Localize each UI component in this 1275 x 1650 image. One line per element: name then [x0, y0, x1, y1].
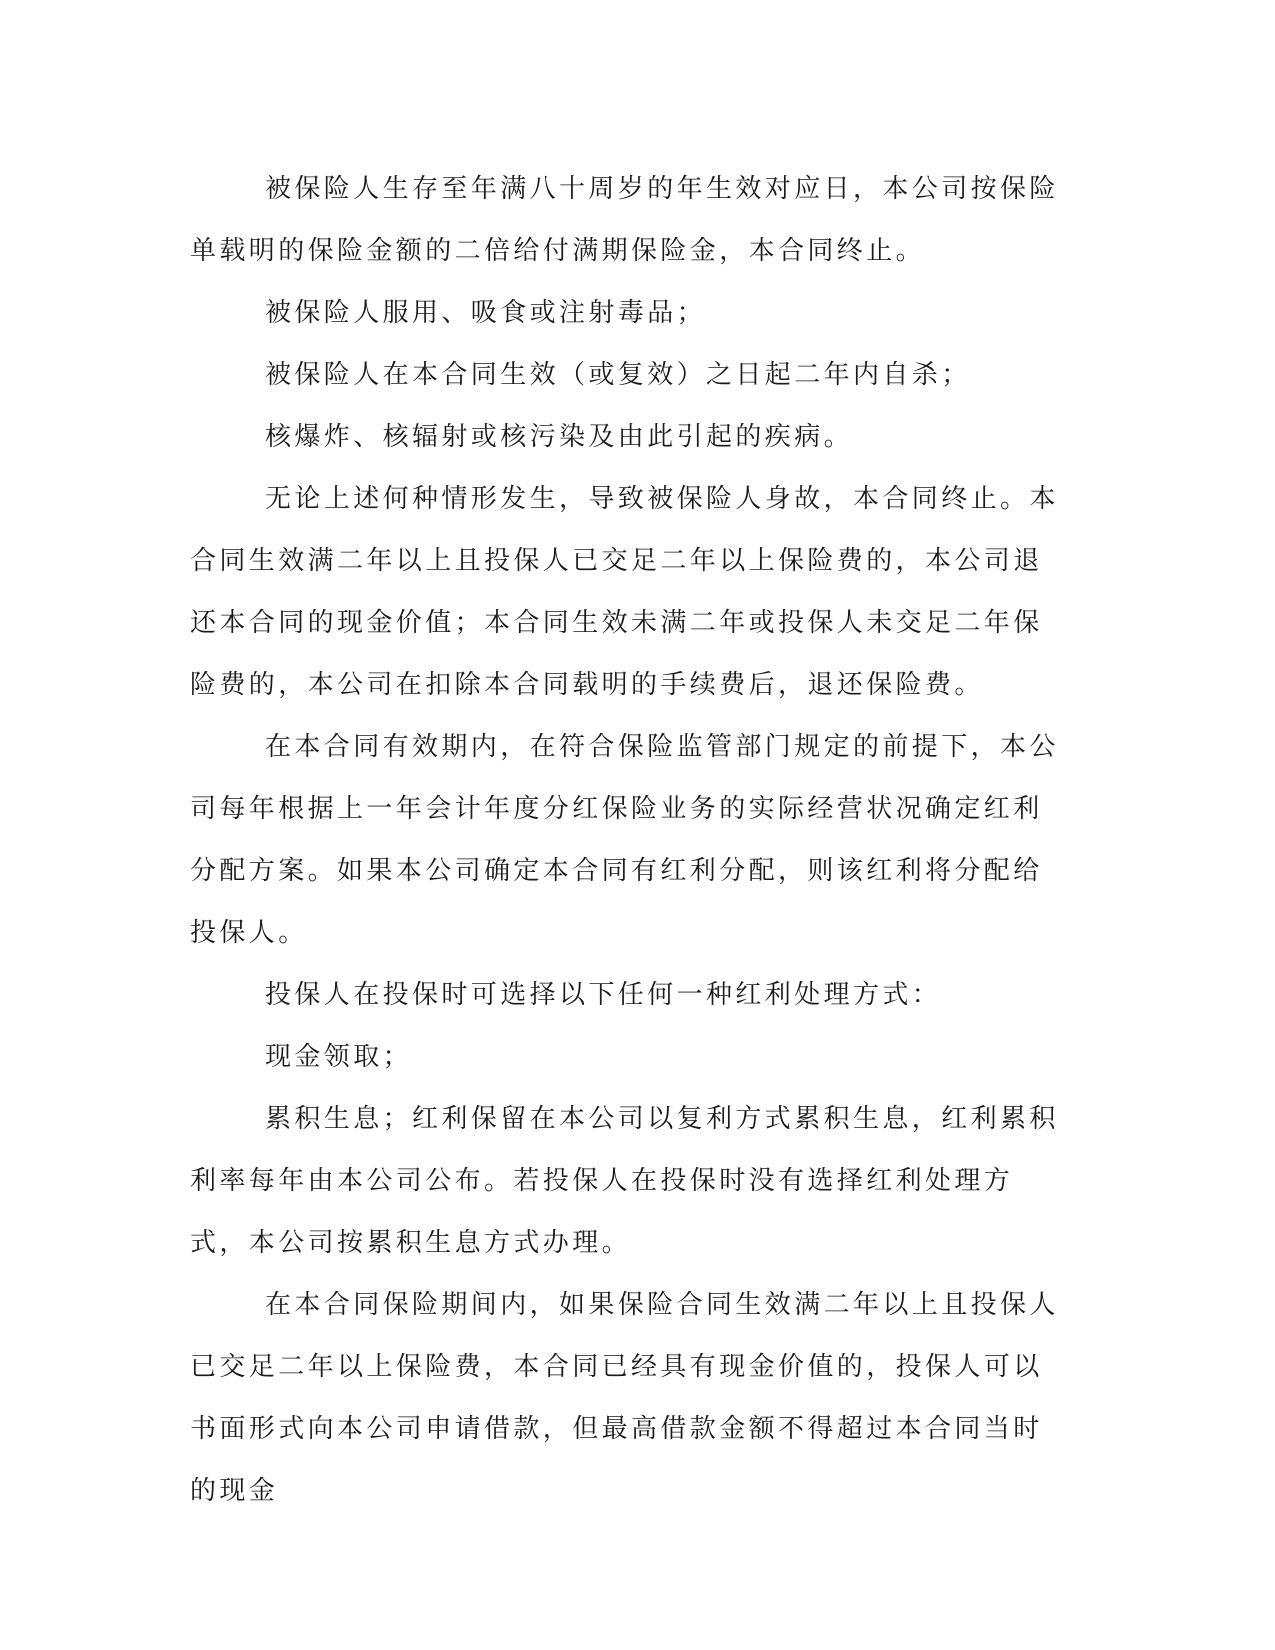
paragraph-dividend-distribution: 在本合同有效期内，在符合保险监管部门规定的前提下，本公司每年根据上一年会计年度分红保险业务的实际经营状况确定红利分配方案。如果本公司确定本合同有红利分配，则该红利将分配给投保人。 — [190, 732, 1059, 948]
paragraph-dividend-options: 投保人在投保时可选择以下任何一种红利处理方式： — [265, 980, 942, 1010]
paragraph-exclusion-consequence: 无论上述何种情形发生，导致被保险人身故，本合同终止。本合同生效满二年以上且投保人已交足二年以上保险费的，本公司退还本合同的现金价值；本合同生效未满二年或投保人未交足二年保险费的，本公司在扣除本合同载明的手续费后，退还保险费。 — [190, 484, 1059, 700]
paragraph-option-accumulate: 累积生息；红利保留在本公司以复利方式累积生息，红利累积利率每年由本公司公布。若投保人在投保时没有选择红利处理方式，本公司按累积生息方式办理。 — [190, 1104, 1059, 1258]
paragraph-option-cash: 现金领取； — [265, 1042, 413, 1072]
paragraph-exclusion-nuclear: 核爆炸、核辐射或核污染及由此引起的疾病。 — [265, 422, 854, 452]
paragraph-exclusion-suicide: 被保险人在本合同生效（或复效）之日起二年内自杀； — [265, 360, 971, 390]
paragraph-policy-loan: 在本合同保险期间内，如果保险合同生效满二年以上且投保人已交足二年以上保险费，本合同已经具有现金价值的，投保人可以书面形式向本公司申请借款，但最高借款金额不得超过本合同当时的现金 — [190, 1290, 1059, 1506]
paragraph-exclusion-drugs: 被保险人服用、吸食或注射毒品； — [265, 298, 707, 328]
document-body — [190, 158, 1068, 1522]
paragraph-maturity-benefit: 被保险人生存至年满八十周岁的年生效对应日，本公司按保险单载明的保险金额的二倍给付满期保险金，本合同终止。 — [190, 174, 1059, 266]
